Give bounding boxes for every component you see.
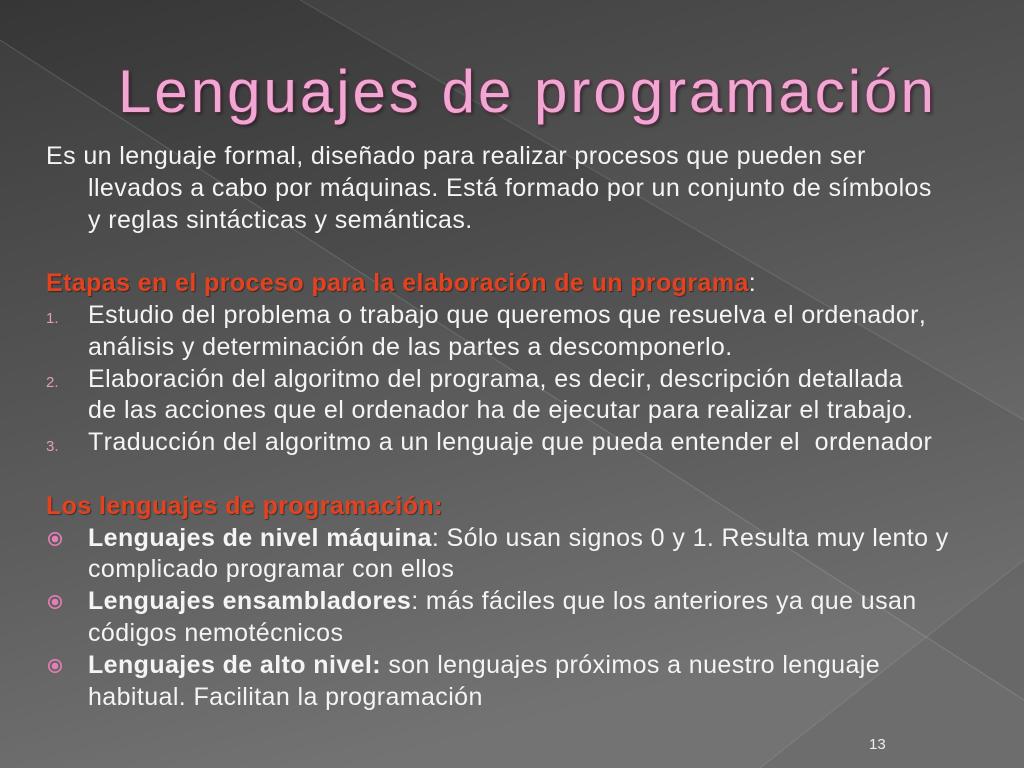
language-description: : Sólo usan signos 0 y 1. Resulta muy lento y complicado programar con ellos (88, 523, 949, 584)
stage-item (46, 364, 1016, 428)
language-item (46, 523, 1016, 587)
spacer (46, 459, 1016, 491)
radio-bullet-icon (47, 531, 63, 547)
stage-number: 1. (46, 310, 59, 328)
stage-text: Elaboración del algoritmo del programa, es decir, descripción detallada de las acciones que el ordenador ha de ejecutar para realizar el trabajo. (88, 364, 914, 425)
stages-heading-colon: : (748, 269, 757, 298)
slide-body (46, 141, 1016, 713)
language-term: Lenguajes de alto nivel: (88, 650, 381, 679)
stages-heading-line (46, 268, 1016, 300)
stage-item (46, 427, 1016, 459)
language-description: : más fáciles que los anteriores ya que usan códigos nemotécnicos (88, 587, 917, 647)
language-item (46, 650, 1016, 714)
language-description: son lenguajes próximos a nuestro lenguaje habitual. Facilitan la programación (88, 650, 881, 711)
intro-paragraph: Es un lenguaje formal, diseñado para realizar procesos que pueden ser llevados a cabo por máquinas. Está formado por un conjunto de símbolos y reglas sintácticas y semánticas. (46, 142, 932, 234)
language-term: Lenguajes de nivel máquina (88, 523, 432, 552)
slide-title: Lenguajes de programación (118, 58, 937, 125)
language-term: Lenguajes ensambladores (88, 587, 412, 616)
page-number: 13 (869, 736, 886, 753)
stage-item (46, 300, 1016, 364)
languages-heading: Los lenguajes de programación: (46, 491, 443, 520)
language-item (46, 586, 1016, 650)
radio-bullet-icon (47, 594, 63, 610)
stage-number: 2. (46, 374, 59, 392)
spacer (46, 236, 1016, 268)
stage-text: Traducción del algoritmo a un lenguaje que pueda entender el ordenador (88, 428, 933, 457)
stages-heading: Etapas en el proceso para la elaboración de un programa (46, 269, 749, 298)
stage-number: 3. (46, 437, 59, 455)
stage-text: Estudio del problema o trabajo que queremos que resuelva el ordenador, análisis y determinación de las partes a descomponerlo. (88, 300, 927, 361)
radio-bullet-icon (47, 658, 63, 674)
languages-heading-line (46, 491, 1016, 523)
